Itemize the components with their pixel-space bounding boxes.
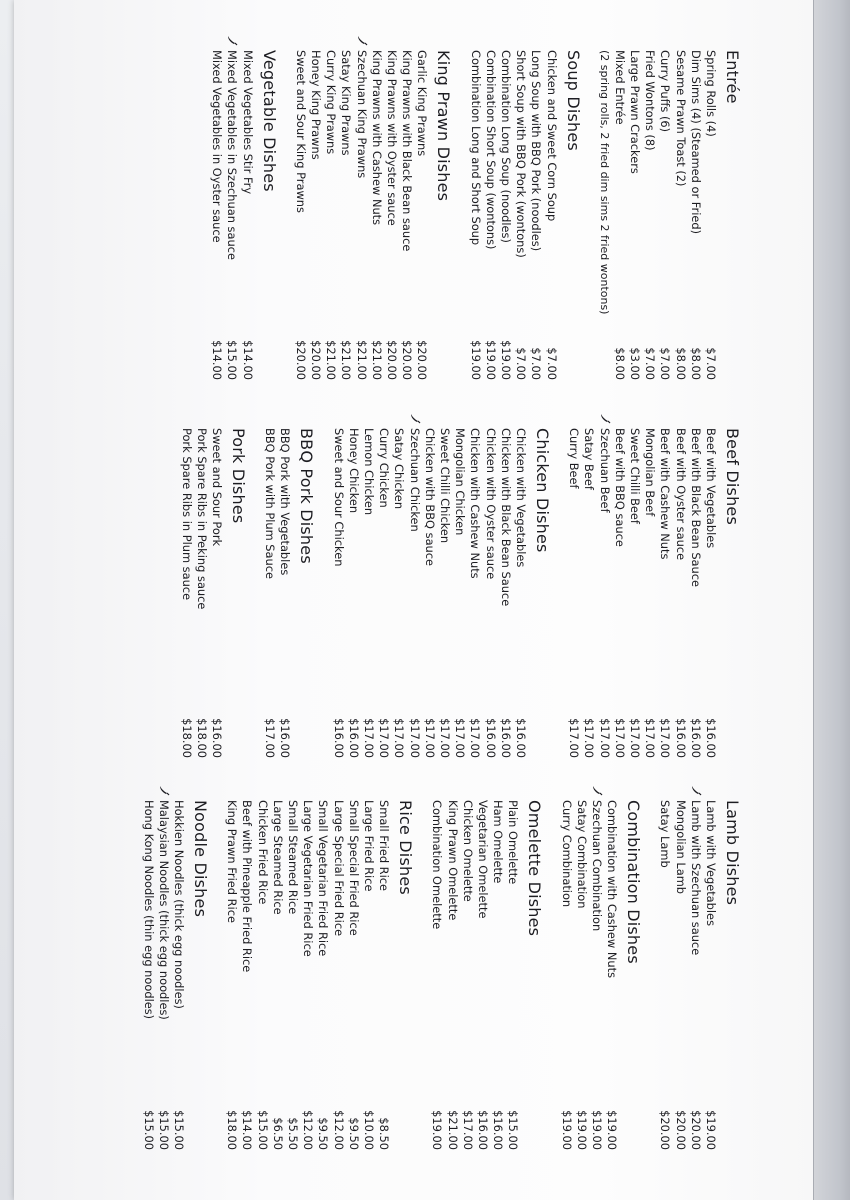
item-price: $19.00	[704, 1110, 718, 1150]
chili-icon	[226, 34, 238, 46]
menu-item	[612, 50, 627, 380]
menu-item	[330, 428, 345, 758]
menu-section	[566, 428, 742, 758]
item-price: $9.50	[316, 1117, 331, 1150]
item-name: Satay Lamb	[658, 800, 673, 868]
item-name: BBQ Pork with Vegetables	[278, 428, 293, 576]
menu-item	[140, 800, 155, 1150]
item-name: Chicken Fried Rice	[255, 800, 270, 905]
menu-item	[558, 800, 573, 1150]
item-name: Combination Long Soup (noodles)	[498, 50, 513, 243]
item-name: Mongolian Beef	[643, 428, 658, 517]
menu-item	[528, 50, 543, 380]
menu-item	[384, 50, 399, 380]
menu-column-2	[164, 428, 742, 758]
section-heading: Soup Dishes	[563, 50, 583, 151]
section-heading: Omelette Dishes	[525, 800, 545, 937]
section-note: (2 spring rolls, 2 fried dim sims 2 fried wontons)	[597, 50, 611, 315]
item-name: Small Steamed Rice	[285, 800, 300, 915]
menu-item	[361, 800, 376, 1150]
item-name: Mongolian Lamb	[673, 800, 688, 895]
menu-item	[589, 800, 604, 1150]
menu-item	[224, 50, 239, 380]
item-price: $16.00	[704, 718, 718, 758]
item-price: $17.00	[460, 1110, 475, 1150]
item-price: $20.00	[688, 1110, 703, 1150]
item-price: $16.00	[513, 718, 528, 758]
item-name: Malaysian Noodles (thick egg noodles)	[156, 800, 171, 1020]
item-price: $8.50	[377, 1117, 392, 1150]
item-price: $9.50	[346, 1117, 361, 1150]
menu-item	[194, 428, 209, 758]
item-name: King Prawns with Oyster sauce	[384, 50, 399, 226]
item-price: $16.00	[491, 1110, 506, 1150]
item-name: Pork Spare Ribs in Plum sauce	[179, 428, 194, 601]
item-price: $17.00	[643, 718, 658, 758]
item-name: Sweet and Sour Chicken	[331, 428, 346, 567]
menu-item	[672, 428, 687, 758]
item-name: Garlic King Prawns	[415, 50, 430, 157]
item-price: $17.00	[612, 718, 627, 758]
item-name: Szechuan Combination	[589, 800, 604, 932]
item-price: $16.00	[209, 718, 224, 758]
item-name: Sweet and Sour King Prawns	[293, 50, 308, 213]
menu-section	[140, 800, 210, 1150]
menu-item	[703, 428, 718, 758]
item-price: $17.00	[627, 718, 642, 758]
item-price: $17.00	[567, 718, 582, 758]
item-price: $7.00	[514, 347, 529, 380]
menu-section	[597, 50, 742, 380]
menu-item	[429, 800, 444, 1150]
item-name: Satay Beef	[582, 428, 597, 490]
menu-item	[270, 800, 285, 1150]
item-price: $17.00	[407, 718, 422, 758]
item-name: Spring Rolls (4)	[704, 50, 718, 137]
item-name: Small Special Fried Rice	[346, 800, 361, 936]
item-name: Combination Short Soup (wontons)	[483, 50, 498, 250]
item-price: $7.00	[529, 347, 544, 380]
item-price: $19.00	[605, 1110, 620, 1150]
item-price: $5.50	[285, 1117, 300, 1150]
item-price: $10.00	[361, 1110, 376, 1150]
chili-icon	[158, 784, 170, 796]
section-heading: Chicken Dishes	[532, 428, 552, 553]
menu-item	[596, 428, 611, 758]
sheet-edge	[813, 0, 850, 1200]
menu-item	[642, 428, 657, 758]
menu-item	[437, 428, 452, 758]
item-name: Lamb with Vegetables	[704, 800, 718, 926]
menu-section	[330, 428, 552, 758]
item-name: Mixed Vegetables Stir Fry	[240, 50, 255, 195]
item-name: Long Soup with BBQ Pork (noodles)	[529, 50, 544, 252]
menu-item	[688, 800, 703, 1150]
item-name: Szechuan Chicken	[407, 428, 422, 532]
item-price: $21.00	[369, 340, 384, 380]
item-price: $21.00	[339, 340, 354, 380]
item-name: Large Fried Rice	[361, 800, 376, 892]
item-name: Chicken with Vegetables	[513, 428, 528, 568]
menu-item	[498, 428, 513, 758]
chili-icon	[409, 412, 421, 424]
menu-section	[558, 800, 643, 1150]
item-name: Satay King Prawns	[339, 50, 354, 156]
menu-item	[657, 428, 672, 758]
item-price: $19.00	[574, 1110, 589, 1150]
menu-section	[262, 428, 316, 758]
menu-section	[467, 50, 582, 380]
item-name: King Prawns with Cashew Nuts	[369, 50, 384, 226]
menu-section	[178, 428, 248, 758]
item-price: $14.00	[210, 340, 225, 380]
item-price: $17.00	[392, 718, 407, 758]
menu-item	[467, 50, 482, 380]
item-name: Beef with Black Bean Sauce	[688, 428, 703, 588]
menu-item	[369, 50, 384, 380]
item-price: $17.00	[263, 718, 278, 758]
menu-section	[429, 800, 544, 1150]
menu-item	[513, 428, 528, 758]
item-price: $16.00	[483, 718, 498, 758]
menu-item	[300, 800, 315, 1150]
item-name: Hokkien Noodles (thick egg noodles)	[171, 800, 186, 1009]
menu-item	[642, 50, 657, 380]
item-name: Chicken Omelette	[460, 800, 475, 902]
item-name: Fried Wontons (8)	[643, 50, 658, 151]
menu-item	[475, 800, 490, 1150]
menu-item	[482, 428, 497, 758]
menu-item	[376, 428, 391, 758]
menu-item	[490, 800, 505, 1150]
item-name: King Prawn Fried Rice	[225, 800, 240, 923]
item-price: $7.00	[658, 347, 673, 380]
item-price: $15.00	[255, 1110, 270, 1150]
item-name: Large Vegetarian Fried Rice	[301, 800, 316, 957]
item-price: $3.00	[627, 347, 642, 380]
chili-icon	[599, 412, 611, 424]
menu-item	[156, 800, 171, 1150]
menu-item	[574, 800, 589, 1150]
menu-section	[293, 50, 454, 380]
item-price: $19.00	[559, 1110, 574, 1150]
item-name: Large Special Fried Rice	[331, 800, 346, 937]
item-price: $19.00	[589, 1110, 604, 1150]
section-heading: Rice Dishes	[396, 800, 416, 895]
menu-section	[224, 800, 415, 1150]
chili-icon	[591, 784, 603, 796]
item-name: Szechuan Beef	[597, 428, 612, 513]
item-price: $19.00	[430, 1110, 445, 1150]
item-name: Chicken with Black Bean Sauce	[498, 428, 513, 607]
item-price: $16.00	[498, 718, 513, 758]
item-price: $15.00	[225, 340, 240, 380]
item-price: $16.00	[278, 718, 293, 758]
item-price: $21.00	[354, 340, 369, 380]
menu-item	[262, 428, 277, 758]
item-name: Large Prawn Crackers	[627, 50, 642, 174]
item-name: Beef with Vegetables	[704, 428, 718, 549]
item-name: Combination Long and Short Soup	[468, 50, 483, 246]
item-price: $20.00	[293, 340, 308, 380]
menu-item	[346, 800, 361, 1150]
section-heading: Combination Dishes	[624, 800, 644, 964]
item-name: Beef with Oyster sauce	[673, 428, 688, 561]
item-name: Large Steamed Rice	[270, 800, 285, 915]
item-name: Curry Puffs (6)	[658, 50, 673, 133]
menu-column-1	[195, 50, 742, 380]
item-name: Lemon Chicken	[361, 428, 376, 516]
item-price: $20.00	[673, 1110, 688, 1150]
section-heading: Noodle Dishes	[190, 800, 210, 918]
item-price: $17.00	[361, 718, 376, 758]
item-name: King Prawn Omelette	[445, 800, 460, 921]
menu-item	[209, 428, 224, 758]
menu-item	[688, 428, 703, 758]
item-price: $15.00	[156, 1110, 171, 1150]
menu-item	[277, 428, 292, 758]
item-price: $14.00	[240, 340, 255, 380]
menu-item	[483, 50, 498, 380]
menu-item	[209, 50, 224, 380]
item-name: Combination with Cashew Nuts	[605, 800, 620, 979]
item-price: $8.00	[688, 347, 703, 380]
item-name: Szechuan King Prawns	[354, 50, 369, 179]
item-price: $20.00	[415, 340, 430, 380]
item-name: Plain Omelette	[506, 800, 521, 885]
item-name: Curry Beef	[567, 428, 582, 489]
menu-item	[657, 800, 672, 1150]
menu-section	[209, 50, 279, 380]
item-name: Curry Chicken	[377, 428, 392, 508]
menu-item	[353, 50, 368, 380]
item-price: $14.00	[240, 1110, 255, 1150]
item-price: $15.00	[171, 1110, 186, 1150]
item-price: $17.00	[437, 718, 452, 758]
item-price: $17.00	[658, 718, 673, 758]
item-name: King Prawns with Black Bean sauce	[400, 50, 415, 252]
item-price: $16.00	[346, 718, 361, 758]
menu-item	[406, 428, 421, 758]
item-name: Chicken with Cashew Nuts	[468, 428, 483, 579]
item-price: $20.00	[400, 340, 415, 380]
item-name: Mixed Vegetables in Szechuan sauce	[225, 50, 240, 260]
menu-item	[254, 800, 269, 1150]
item-price: $7.00	[704, 347, 718, 380]
item-name: Chicken with Oyster sauce	[483, 428, 498, 580]
menu-item	[688, 50, 703, 380]
item-price: $18.00	[194, 718, 209, 758]
menu-item	[376, 800, 391, 1150]
menu-item	[627, 428, 642, 758]
item-price: $19.00	[483, 340, 498, 380]
section-heading: BBQ Pork Dishes	[297, 428, 317, 564]
item-name: Sesame Prawn Toast (2)	[673, 50, 688, 187]
item-name: Beef with Cashew Nuts	[658, 428, 673, 560]
item-price: $19.00	[468, 340, 483, 380]
menu-item	[239, 800, 254, 1150]
item-name: Ham Omelette	[491, 800, 506, 884]
item-price: $15.00	[506, 1110, 521, 1150]
chili-icon	[356, 34, 368, 46]
menu-item	[657, 50, 672, 380]
item-price: $16.00	[673, 718, 688, 758]
item-name: Mixed Entrée	[612, 50, 627, 125]
item-price: $7.00	[544, 347, 559, 380]
menu-item	[315, 800, 330, 1150]
item-name: BBQ Pork with Plum Sauce	[263, 428, 278, 580]
item-price: $6.50	[270, 1117, 285, 1150]
item-name: Small Fried Rice	[377, 800, 392, 892]
menu-item	[604, 800, 619, 1150]
item-name: Sweet and Sour Pork	[209, 428, 224, 547]
item-price: $20.00	[384, 340, 399, 380]
menu-item	[224, 800, 239, 1150]
item-price: $16.00	[331, 718, 346, 758]
item-price: $15.00	[141, 1110, 156, 1150]
item-price: $17.00	[468, 718, 483, 758]
item-price: $18.00	[179, 718, 194, 758]
item-name: Honey King Prawns	[308, 50, 323, 160]
menu-item	[581, 428, 596, 758]
menu-item	[414, 50, 429, 380]
item-name: Mixed Vegetables in Oyster sauce	[210, 50, 225, 243]
menu-item	[467, 428, 482, 758]
item-name: Satay Combination	[574, 800, 589, 909]
chili-icon	[690, 784, 702, 796]
item-price: $12.00	[301, 1110, 316, 1150]
menu-column-3	[126, 800, 742, 1150]
item-name: Beef with Pineapple Fried Rice	[240, 800, 255, 973]
item-name: Vegetarian Omelette	[475, 800, 490, 919]
item-name: Curry King Prawns	[324, 50, 339, 155]
menu-item	[338, 50, 353, 380]
menu-item	[566, 428, 581, 758]
item-name: Chicken with BBQ sauce	[422, 428, 437, 567]
item-price: $18.00	[225, 1110, 240, 1150]
item-name: Beef with BBQ sauce	[612, 428, 627, 547]
item-price: $17.00	[377, 718, 392, 758]
item-name: Satay Chicken	[392, 428, 407, 510]
menu-item	[422, 428, 437, 758]
menu-item	[399, 50, 414, 380]
menu-item	[513, 50, 528, 380]
item-price: $21.00	[324, 340, 339, 380]
menu-item	[460, 800, 475, 1150]
item-name: Honey Chicken	[346, 428, 361, 514]
menu-item	[308, 50, 323, 380]
menu-item	[285, 800, 300, 1150]
item-name: Sweet Chilli Beef	[627, 428, 642, 524]
item-name: Curry Combination	[559, 800, 574, 908]
item-price: $20.00	[308, 340, 323, 380]
item-name: Dim Sims (4) (Steamed or Fried)	[688, 50, 703, 235]
menu-item	[171, 800, 186, 1150]
menu-item	[330, 800, 345, 1150]
menu-item	[293, 50, 308, 380]
item-price: $16.00	[688, 718, 703, 758]
menu-item	[178, 428, 193, 758]
section-heading: Entrée	[723, 50, 742, 104]
menu-item	[612, 428, 627, 758]
item-price: $19.00	[498, 340, 513, 380]
menu-item	[703, 800, 718, 1150]
item-name: Short Soup with BBQ Pork (wontons)	[514, 50, 529, 258]
item-price: $17.00	[422, 718, 437, 758]
menu-item	[703, 50, 718, 380]
item-name: Chicken and Sweet Corn Soup	[544, 50, 559, 222]
section-heading: Vegetable Dishes	[259, 50, 279, 192]
menu-item	[361, 428, 376, 758]
item-name: Combination Omelette	[430, 800, 445, 930]
menu-item	[239, 50, 254, 380]
menu-item	[505, 800, 520, 1150]
item-price: $20.00	[658, 1110, 673, 1150]
item-name: Pork Spare Ribs in Peking sauce	[194, 428, 209, 610]
section-heading: Pork Dishes	[228, 428, 248, 524]
menu-item	[346, 428, 361, 758]
menu-item	[543, 50, 558, 380]
menu-item	[672, 800, 687, 1150]
menu-item	[323, 50, 338, 380]
item-price: $8.00	[612, 347, 627, 380]
section-heading: Lamb Dishes	[723, 800, 742, 906]
item-price: $7.00	[643, 347, 658, 380]
item-price: $12.00	[331, 1110, 346, 1150]
menu-item	[452, 428, 467, 758]
item-price: $17.00	[453, 718, 468, 758]
section-heading: King Prawn Dishes	[434, 50, 454, 202]
section-heading: Beef Dishes	[723, 428, 742, 526]
item-price: $17.00	[597, 718, 612, 758]
item-name: Mongolian Chicken	[453, 428, 468, 536]
item-name: Lamb with Szechuan sauce	[688, 800, 703, 956]
menu-item	[627, 50, 642, 380]
item-name: Small Vegetarian Fried Rice	[316, 800, 331, 957]
item-price: $17.00	[582, 718, 597, 758]
menu-item	[498, 50, 513, 380]
menu-item	[444, 800, 459, 1150]
item-name: Hong Kong Noodles (thin egg noodles)	[141, 800, 156, 1020]
item-price: $8.00	[673, 347, 688, 380]
menu-item	[391, 428, 406, 758]
menu-section	[657, 800, 742, 1150]
item-price: $16.00	[475, 1110, 490, 1150]
item-name: Sweet Chilli Chicken	[437, 428, 452, 544]
menu-item	[672, 50, 687, 380]
item-price: $21.00	[445, 1110, 460, 1150]
